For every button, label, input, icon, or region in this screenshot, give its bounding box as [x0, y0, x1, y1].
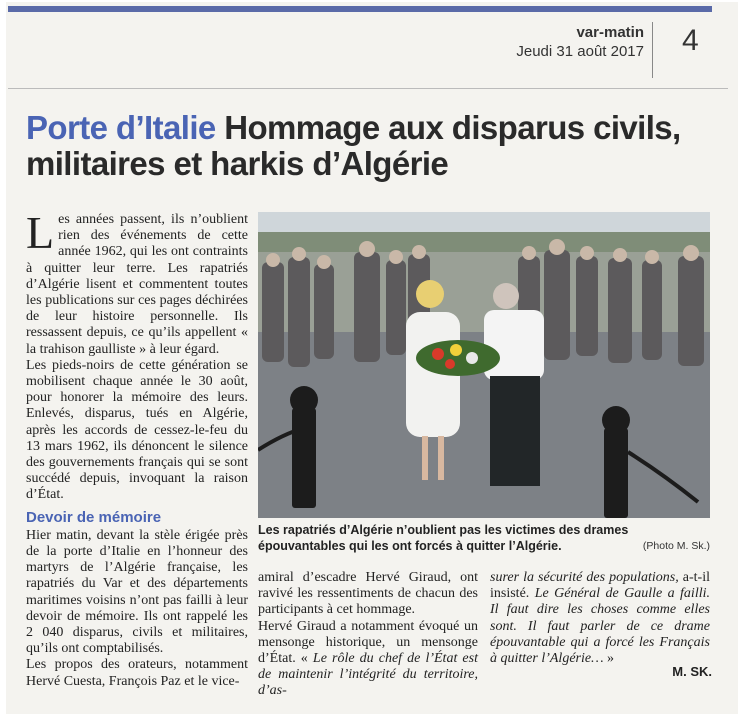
paragraph-4: Les propos des orateurs, notamment Hervé Cuesta, François Paz et le vice- [26, 657, 248, 689]
publication-name: var-matin [576, 24, 644, 41]
issue-date: Jeudi 31 août 2017 [516, 43, 644, 60]
quote-end: Le Général de Gaulle a failli. Il faut dire les choses comme elles sont. Il faut parler de ce drame épouvantable qui a forcé les Français à quitter l’Algérie… [490, 586, 710, 667]
col2-paragraph-2 [258, 619, 478, 700]
top-color-bar [8, 6, 712, 12]
quote-start: Le rôle du chef de l’État est de maintenir l’intégrité du territoire, d’as- [258, 651, 478, 699]
photo-credit: (Photo M. Sk.) [642, 540, 710, 552]
col2-paragraph-2-a: Hervé Giraud a notamment évoqué un mensonge historique, un mensonge d’État. « [258, 618, 478, 667]
headline-title: Hommage aux disparus civils, militaires et harkis d’Algérie [26, 109, 681, 182]
paragraph-2: Les pieds-noirs de cette génération se mobilisent chaque année le 30 août, pour honorer la mémoire des leurs. Enlevés, disparus, tués en Algérie, après les accords de cessez-le-feu du 13 mars 1962, ils dénoncent le silence des gouvernements français qui se sont succédé depuis, invoquant la raison d’État. [26, 357, 248, 503]
author-signature: M. SK. [672, 664, 712, 679]
ceremony-photo [258, 212, 710, 518]
attribution: a-t-il insisté. [490, 570, 710, 602]
page-number: 4 [682, 24, 699, 57]
photo-caption: Les rapatriés d’Algérie n’oublient pas les victimes des drames épouvantables qui les ont forcés à quitter l’Algérie. [258, 523, 629, 553]
paragraph-1-text: es années passent, ils n’oublient rien des événements de cette année 1962, qui les ont contraints à quitter leur terre. Les rapatriés d’Algérie lisent et commentent toutes les publications sur ces pages déchirées de leur histoire personnelle. Ils ressassent depuis, ce qu’ils appellent « la trahison gaulliste » à leur égard. [26, 212, 248, 357]
col3-paragraph-1 [490, 570, 710, 667]
article-column-3 [490, 570, 710, 667]
subhead: Devoir de mémoire [26, 508, 162, 526]
paragraph-1 [26, 207, 248, 358]
closing-guillemet: » [603, 651, 615, 667]
article-column-2 [258, 570, 478, 700]
headline-kicker: Porte d’Italie [26, 109, 216, 146]
header-rule [8, 88, 728, 89]
paragraph-3: Hier matin, devant la stèle érigée près de la porte d’Italie en l’honneur des martyrs de l’Algérie française, les rapatriés du Var et des départements maritimes voisins n’ont pas failli à leur devoir de mémoire. Ils ont rappelé les 2 040 disparus, civils et militaires, qu’ils ont comptabilisés. [26, 527, 248, 657]
masthead-divider [652, 22, 653, 78]
drop-cap: L [26, 207, 55, 258]
headline [26, 110, 726, 182]
col2-paragraph-1: amiral d’escadre Hervé Giraud, ont ravivé les ressentiments de chacun des participants à cet hommage. [258, 570, 478, 618]
masthead [516, 24, 644, 62]
article-column-1 [26, 207, 248, 690]
quote-continued: surer la sécurité des populations, [490, 570, 679, 585]
